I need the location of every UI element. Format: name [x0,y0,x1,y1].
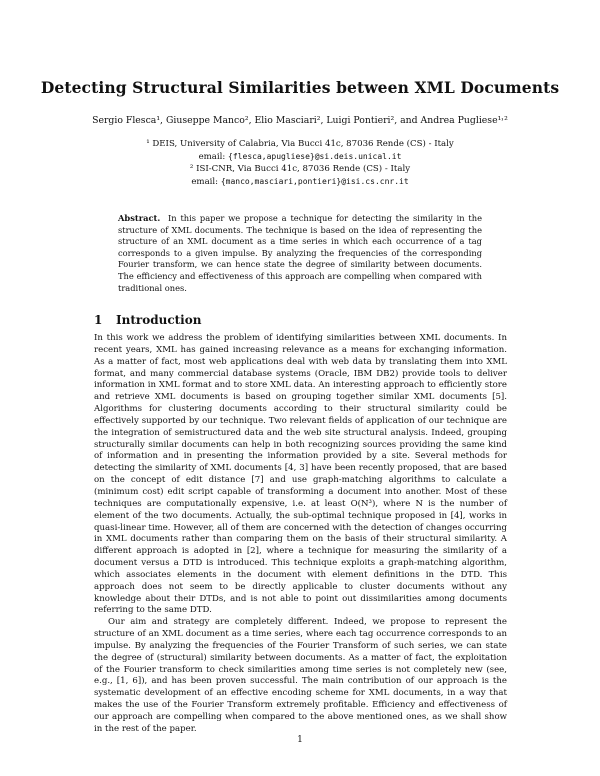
affiliation-2 [0,163,600,188]
section-number: 1 [94,313,103,327]
section-title: Introduction [116,313,202,327]
abstract [118,213,482,294]
email-prefix: email: [191,176,221,187]
paragraph: In this work we address the problem of identifying similarities between XML documents. In recent years, XML has gained increasing relevance as a means for exchanging information. As a matter of fact, most web applications deal with web data by translating them into XML format, and many commercial database systems (Oracle, IBM DB2) provide tools to deliver information in XML format and to store XML data. An interesting approach to efficiently store and retrieve XML documents is based on grouping together similar XML documents [5]. Algorithms for clustering documents according to their structural similarity could be effectively supported by our technique. Two relevant fields of application of our technique are the integration of semistructured data and the web site structural analysis. Indeed, grouping structurally similar documents can help in both recognizing sources providing the same kind of information and in presenting the information provided by a site. Several methods for detecting the similarity of XML documents [4, 3] have been recently proposed, that are based on the concept of edit distance [7] and use graph-matching algorithms to calculate a (minimum cost) edit script capable of transforming a document into another. Most of these techniques are computationally expensive, i.e. at least O(N³), where N is the number of element of the two documents. Actually, the sub-optimal technique proposed in [4], works in quasi-linear time. However, all of them are concerned with the detection of changes occurring in XML documents rather than comparing them on the basis of their structural similarity. A different approach is adopted in [2], where a technique for measuring the similarity of a document versus a DTD is introduced. This technique exploits a graph-matching algorithm, which associates elements in the document with element definitions in the DTD. This approach does not seem to be directly applicable to cluster documents without any knowledge about their DTDs, and is not able to point out dissimilarities among documents referring to the same DTD. [94,333,507,616]
affiliation-1-email [0,151,600,164]
email-address: {manco,masciari,pontieri}@isi.cs.cnr.it [220,176,409,186]
page-number: 1 [297,735,303,745]
affiliation-1 [0,138,600,163]
paper-title: Detecting Structural Similarities between XML Documents [40,78,560,97]
affiliation-2-email [0,176,600,189]
author-list: Sergio Flesca¹, Giuseppe Manco², Elio Masciari², Luigi Pontieri², and Andrea Pugliese¹˒² [92,115,508,126]
abstract-label: Abstract. [118,213,161,223]
affiliation-2-address: ² ISI-CNR, Via Bucci 41c, 87036 Rende (CS) - Italy [189,164,411,174]
abstract-text: In this paper we propose a technique for detecting the similarity in the structure of XML documents. The technique is based on the idea of representing the structure of an XML document as a time series in which each occurrence of a tag corresponds to a given impulse. By analyzing the frequencies of the corresponding Fourier transform, we can hence state the degree of similarity between documents. The efficiency and effectiveness of this approach are compelling when compared with traditional ones. [118,213,483,293]
section-heading [94,313,201,327]
affiliation-1-address: ¹ DEIS, University of Calabria, Via Bucci 41c, 87036 Rende (CS) - Italy [146,139,454,149]
email-address: {flesca,apugliese}@si.deis.unical.it [228,151,402,161]
email-prefix: email: [198,151,229,162]
paragraph: Our aim and strategy are completely different. Indeed, we propose to represent the structure of an XML document as a time series, where each tag occurrence corresponds to an impulse. By analyzing the frequencies of the Fourier Transform of such series, we can state the degree of (structural) similarity between documents. As a matter of fact, the exploitation of the Fourier transform to check similarities among time series is not completely new (see, e.g., [1, 6]), and has been proven successful. The main contribution of our approach is the systematic development of an effective encoding scheme for XML documents, in a way that makes the use of the Fourier Transform extremely profitable. Efficiency and effectiveness of our approach are compelling when compared to the above mentioned ones, as we shall show in the rest of the paper. [94,617,507,734]
body-text [94,333,507,736]
